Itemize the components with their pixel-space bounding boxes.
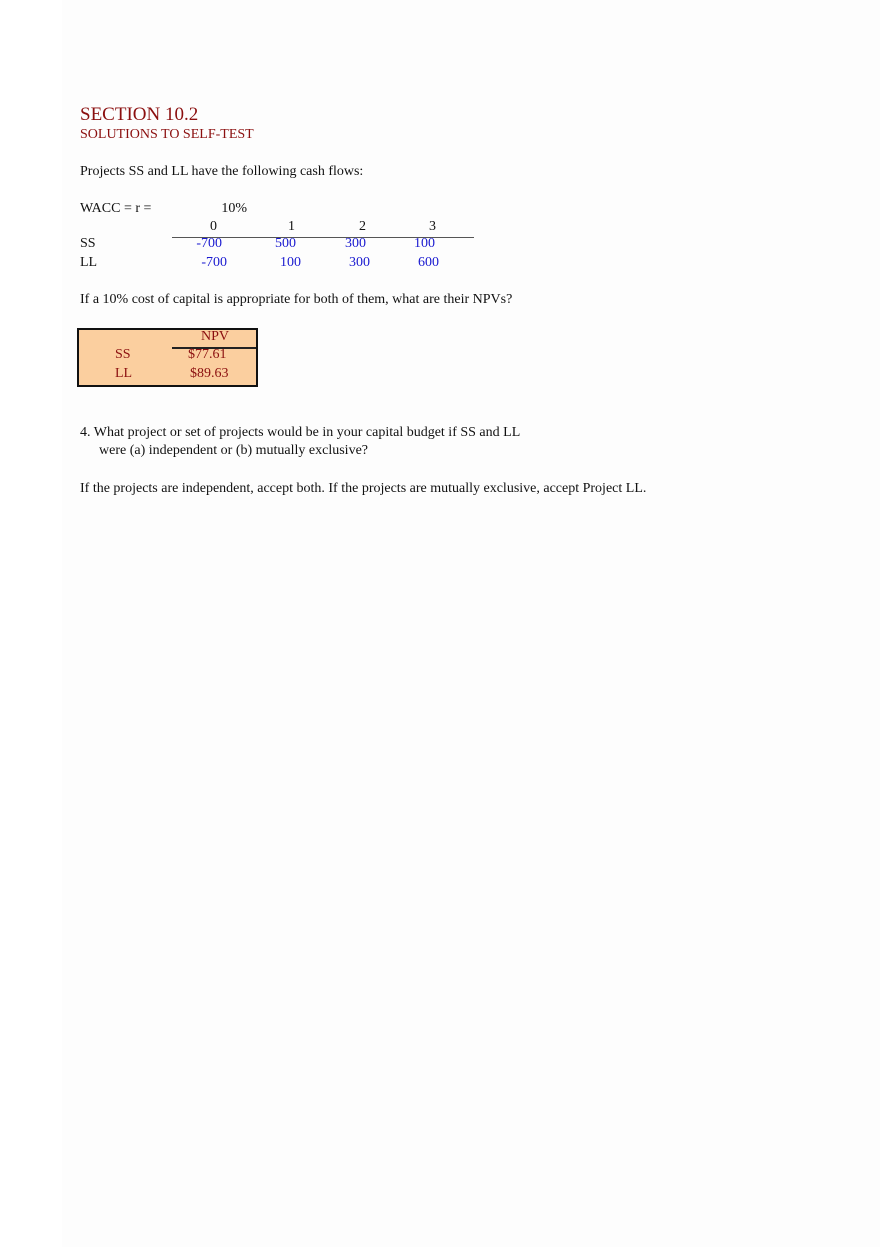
cash-flow-cell: -700	[201, 255, 227, 270]
npv-row-label: LL	[115, 366, 133, 381]
section-subtitle: SOLUTIONS TO SELF-TEST	[80, 127, 254, 142]
period-header: 0	[210, 219, 217, 234]
npv-value: $77.61	[188, 347, 227, 362]
cash-flow-cell: 600	[418, 255, 439, 270]
cash-flow-cell: 500	[275, 236, 296, 251]
wacc-value: 10%	[221, 201, 247, 216]
cash-flow-cell: 300	[349, 255, 370, 270]
intro-text: Projects SS and LL have the following cash flows:	[80, 164, 364, 179]
npv-row-label: SS	[115, 347, 131, 362]
period-header: 3	[429, 219, 436, 234]
question-4-line1: 4. What project or set of projects would be in your capital budget if SS and LL	[80, 425, 521, 440]
cash-flow-cell: 100	[280, 255, 301, 270]
question-4-line2: were (a) independent or (b) mutually exclusive?	[99, 443, 369, 458]
npv-results-box	[77, 328, 258, 387]
section-title: SECTION 10.2	[80, 104, 199, 125]
cash-flow-cell: -700	[196, 236, 222, 251]
npv-header: NPV	[201, 329, 230, 344]
answer-text: If the projects are independent, accept both. If the projects are mutually exclusive, accept Project LL.	[80, 481, 647, 496]
npv-value: $89.63	[190, 366, 229, 381]
document-page	[62, 0, 880, 1247]
period-header: 1	[288, 219, 295, 234]
cash-flow-cell: 100	[414, 236, 435, 251]
wacc-label: WACC = r =	[80, 201, 152, 216]
row-label-ss: SS	[80, 236, 96, 251]
period-header: 2	[359, 219, 366, 234]
row-label-ll: LL	[80, 255, 98, 270]
cash-flow-cell: 300	[345, 236, 366, 251]
npv-question: If a 10% cost of capital is appropriate for both of them, what are their NPVs?	[80, 292, 513, 307]
